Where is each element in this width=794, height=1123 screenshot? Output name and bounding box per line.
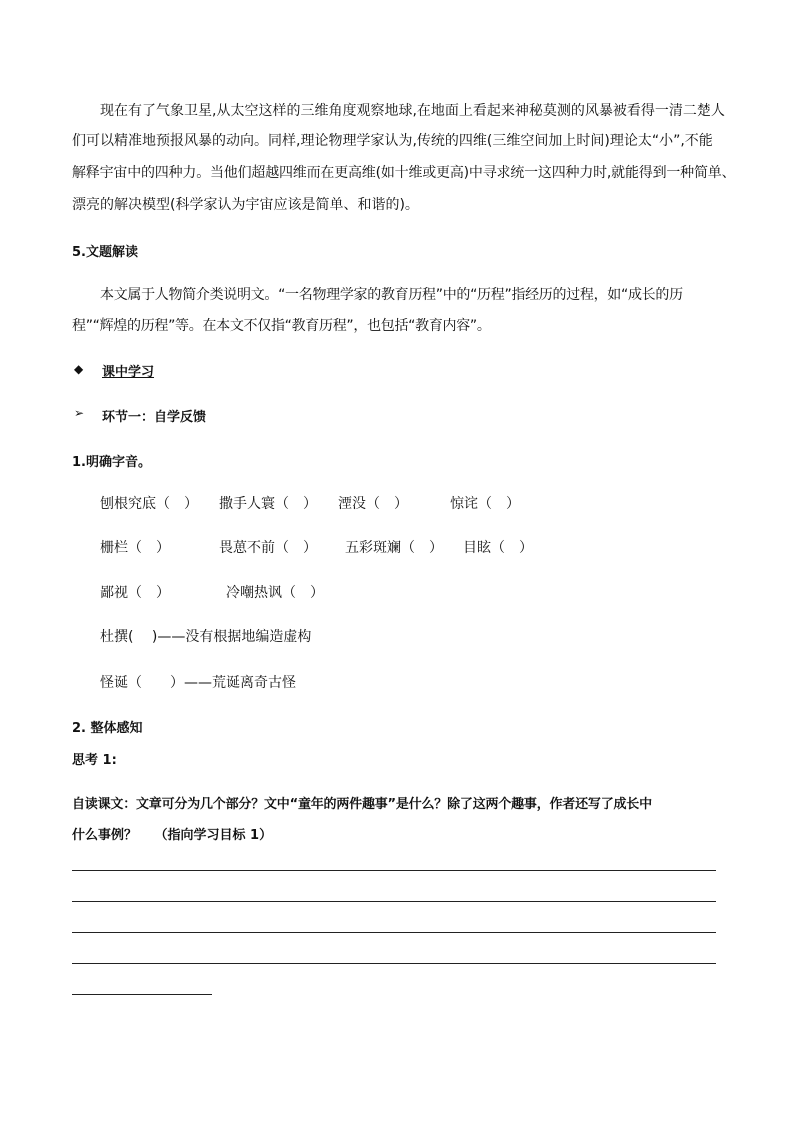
pron-item: 鄙视（ ） xyxy=(100,585,170,601)
pron-item-definition: 怪诞（ ）——荒诞离奇古怪 xyxy=(100,675,296,691)
intro-line-1: 现在有了气象卫星,从太空这样的三维角度观察地球,在地面上看起来神秘莫测的风暴被看得一清二楚人 xyxy=(100,103,725,119)
question-line-2: 什么事例？ （指向学习目标 1） xyxy=(72,828,273,843)
answer-line[interactable] xyxy=(72,901,716,902)
overall-heading: 2. 整体感知 xyxy=(72,721,143,736)
answer-line[interactable] xyxy=(72,963,716,964)
study-heading: 课中学习 xyxy=(102,365,155,380)
section5-heading: 5.文题解读 xyxy=(72,245,138,260)
pron-item: 栅栏（ ） xyxy=(100,540,170,556)
section5-line-1: 本文属于人物简介类说明文。“一名物理学家的教育历程”中的“历程”指经历的过程，如“成长的历 xyxy=(100,287,683,303)
study-subheading: 环节一：自学反馈 xyxy=(102,410,207,425)
answer-line[interactable] xyxy=(72,870,716,871)
pron-item-definition: 杜撰( )——没有根据地编造虚构 xyxy=(100,629,312,645)
pron-item: 五彩斑斓（ ） xyxy=(345,540,443,556)
intro-line-2: 们可以精准地预报风暴的动向。同样,理论物理学家认为,传统的四维(三维空间加上时间)理论太“小”,不能 xyxy=(72,133,713,149)
pron-item: 畏葸不前（ ） xyxy=(219,540,317,556)
pron-item: 目眩（ ） xyxy=(463,540,533,556)
question-line-1: 自读课文：文章可分为几个部分？文中“童年的两件趣事”是什么？除了这两个趣事，作者还写了成长中 xyxy=(72,797,652,812)
arrowhead-icon: ➢ xyxy=(74,406,85,420)
pron-item: 刨根究底（ ） xyxy=(100,496,198,512)
pron-item: 撒手人寰（ ） xyxy=(219,496,317,512)
intro-line-3: 解释宇宙中的四种力。当他们超越四维而在更高维(如十维或更高)中寻求统一这四种力时,就能得到一种简单、 xyxy=(72,165,736,181)
pron-item: 湮没（ ） xyxy=(338,496,408,512)
section5-line-2: 程”“辉煌的历程”等。在本文不仅指“教育历程”，也包括“教育内容”。 xyxy=(72,318,491,334)
answer-line[interactable] xyxy=(72,932,716,933)
think-label: 思考 1: xyxy=(72,753,117,768)
pronunciation-heading: 1.明确字音。 xyxy=(72,455,151,470)
pron-item: 冷嘲热讽（ ） xyxy=(226,585,324,601)
pron-item: 惊诧（ ） xyxy=(450,496,520,512)
answer-line[interactable] xyxy=(72,994,212,995)
diamond-icon: ◆ xyxy=(74,362,84,376)
intro-line-4: 漂亮的解决模型(科学家认为宇宙应该是简单、和谐的)。 xyxy=(72,197,419,213)
